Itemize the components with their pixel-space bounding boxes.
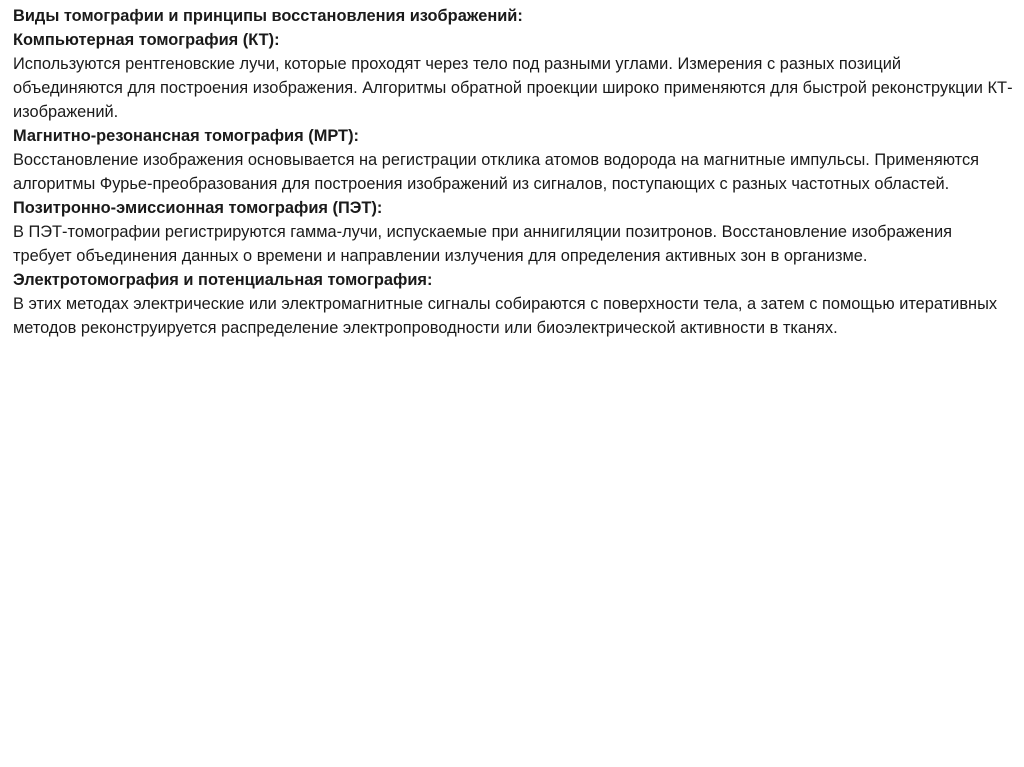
section-heading-ct: Компьютерная томография (КТ):: [13, 31, 280, 49]
document-body: [13, 4, 1013, 340]
section-text-pet: В ПЭТ-томографии регистрируются гамма-лучи, испускаемые при аннигиляции позитронов. Восстановление изображения требует объединения данных о времени и направлении излучения для определения активных зон в организме.: [13, 223, 952, 265]
document-title: Виды томографии и принципы восстановления изображений:: [13, 7, 523, 25]
section-text-electro: В этих методах электрические или электромагнитные сигналы собираются с поверхности тела, а затем с помощью итеративных методов реконструируется распределение электропроводности или биоэлектрической активности в тканях.: [13, 295, 998, 337]
section-heading-mri: Магнитно-резонансная томография (МРТ):: [13, 127, 359, 145]
section-pet: [13, 196, 1013, 268]
section-electro: [13, 268, 1013, 340]
section-heading-pet: Позитронно-эмиссионная томография (ПЭТ):: [13, 199, 383, 217]
section-text-ct: Используются рентгеновские лучи, которые проходят через тело под разными углами. Измерения с разных позиций объединяются для построения изображения. Алгоритмы обратной проекции широко применяются для быстрой реконструкции КТ-изображений.: [13, 55, 1013, 121]
section-mri: [13, 124, 1013, 196]
section-heading-electro: Электротомография и потенциальная томография:: [13, 271, 433, 289]
section-text-mri: Восстановление изображения основывается на регистрации отклика атомов водорода на магнитные импульсы. Применяются алгоритмы Фурье-преобразования для построения изображений из сигналов, поступающих с разных частотных областей.: [13, 151, 980, 193]
section-ct: [13, 28, 1013, 124]
